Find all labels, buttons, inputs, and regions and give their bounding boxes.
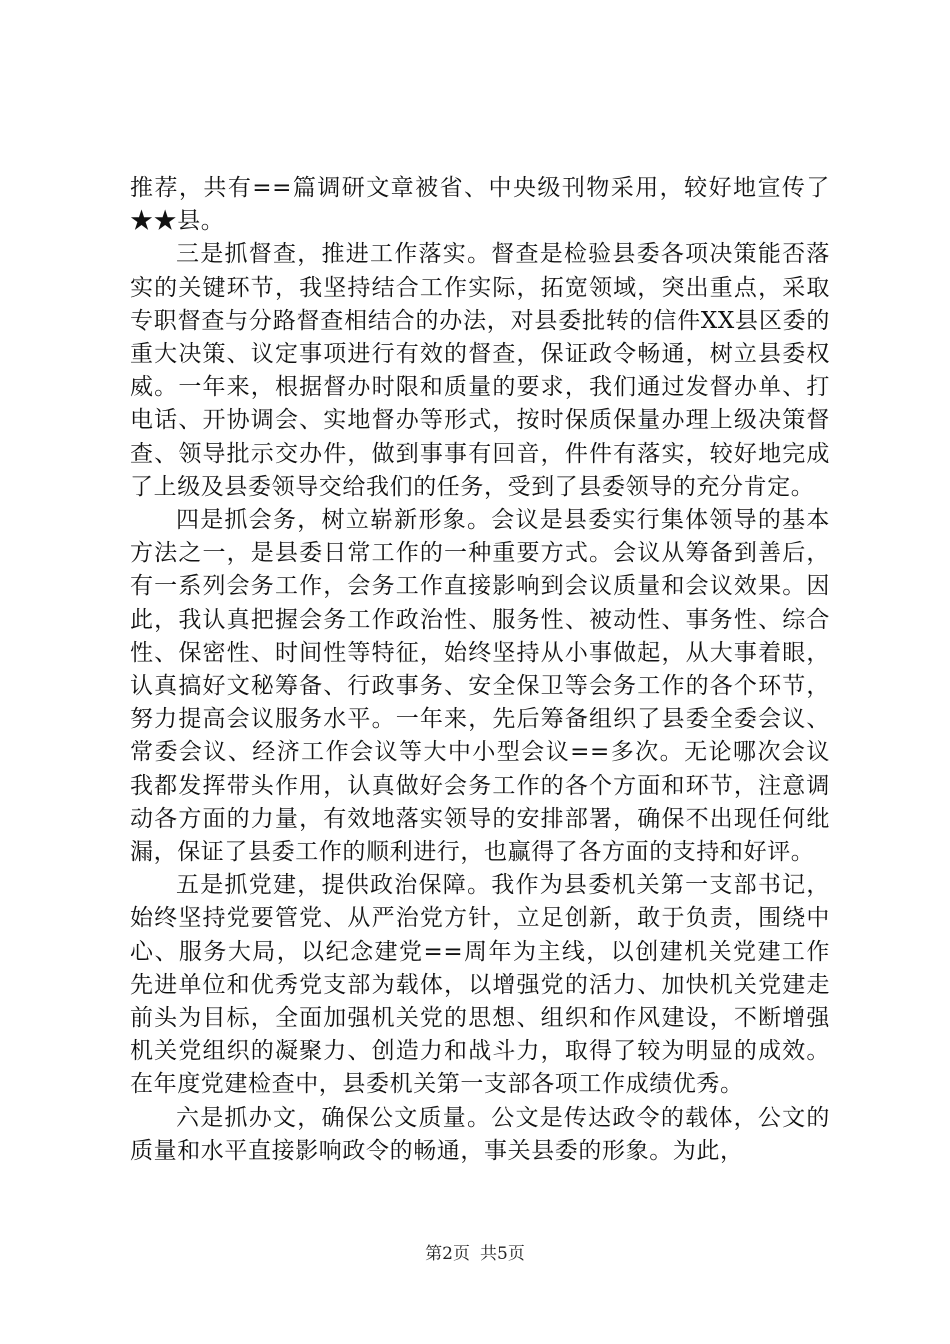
paragraph-meeting-affairs: 四是抓会务，树立崭新形象。会议是县委实行集体领导的基本方法之一，是县委日常工作的一种重要方式。会议从筹备到善后，有一系列会务工作，会务工作直接影响到会议质量和会议效果。因此，我认真把握会务工作政治性、服务性、被动性、事务性、综合性、保密性、时间性等特征，始终坚持从小事做起，从大事着眼，认真搞好文秘筹备、行政事务、安全保卫等会务工作的各个环节，努力提高会议服务水平。一年来，先后筹备组织了县委全委会议、常委会议、经济工作会议等大中小型会议==多次。无论哪次会议我都发挥带头作用，认真做好会务工作的各个方面和环节，注意调动各方面的力量，有效地落实领导的安排部署，确保不出现任何纰漏，保证了县委工作的顺利进行，也赢得了各方面的支持和好评。 bbox=[130, 507, 830, 866]
paragraph-documents: 六是抓办文，确保公文质量。公文是传达政令的载体，公文的质量和水平直接影响政令的畅通，事关县委的形象。为此， bbox=[130, 1104, 830, 1164]
page-number-current: 第2页 bbox=[425, 1244, 470, 1264]
page-number-total: 共5页 bbox=[480, 1244, 525, 1264]
page-footer bbox=[0, 1243, 950, 1265]
document-body bbox=[130, 172, 830, 1168]
paragraph-supervision: 三是抓督查，推进工作落实。督查是检验县委各项决策能否落实的关键环节，我坚持结合工作实际，拓宽领域，突出重点，采取专职督查与分路督查相结合的办法，对县委批转的信件XX县区委的重大决策、议定事项进行有效的督查，保证政令畅通，树立县委权威。一年来，根据督办时限和质量的要求，我们通过发督办单、打电话、开协调会、实地督办等形式，按时保质保量办理上级决策督查、领导批示交办件，做到事事有回音，件件有落实，较好地完成了上级及县委领导交给我们的任务，受到了县委领导的充分肯定。 bbox=[130, 241, 830, 500]
paragraph-party-building: 五是抓党建，提供政治保障。我作为县委机关第一支部书记，始终坚持党要管党、从严治党方针，立足创新，敢于负责，围绕中心、服务大局，以纪念建党==周年为主线，以创建机关党建工作先进单位和优秀党支部为载体，以增强党的活力、加快机关党建走前头为目标，全面加强机关党的思想、组织和作风建设，不断增强机关党组织的凝聚力、创造力和战斗力，取得了较为明显的成效。在年度党建检查中，县委机关第一支部各项工作成绩优秀。 bbox=[130, 872, 830, 1098]
paragraph-continuation: 推荐，共有==篇调研文章被省、中央级刊物采用，较好地宣传了★★县。 bbox=[130, 175, 830, 235]
